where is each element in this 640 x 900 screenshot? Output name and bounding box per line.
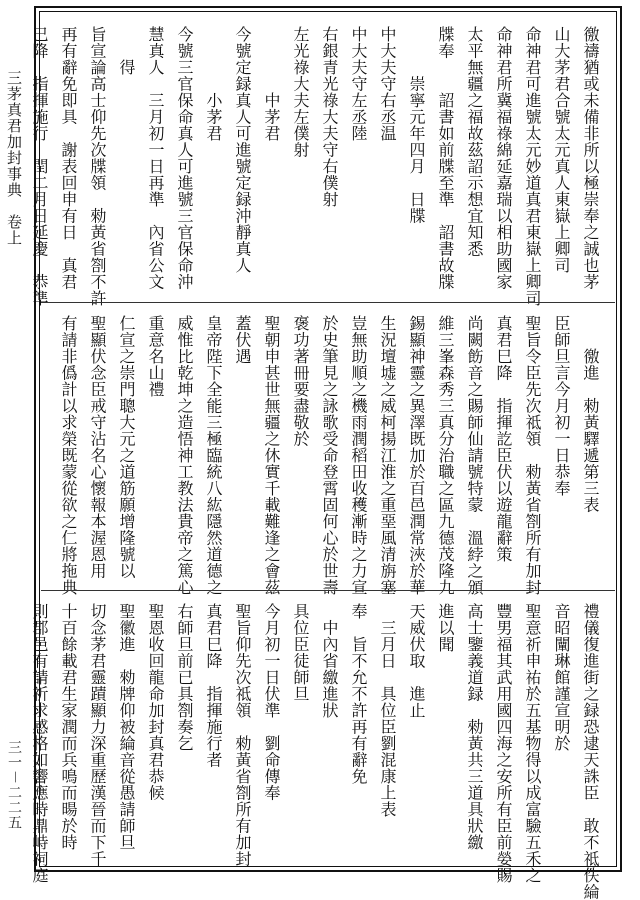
text-column: 豈無助順之機雨潤稻田收穫漸時之力宣 xyxy=(349,315,368,596)
text-column: 錫顯神靈之異澤既加於百邑潤常浹於華 xyxy=(407,315,426,596)
text-column: 臣師旦言今月初一日恭奉 xyxy=(552,315,571,497)
text-column: 奉 旨不允不許再有辭免 xyxy=(349,603,368,785)
text-column: 旨宣論高士仰先次牒領 勑黃省劄不許 xyxy=(88,26,107,307)
text-column: 維三峯森秀三真分治職之區九德茂隆九 xyxy=(436,315,455,596)
text-panel-bottom xyxy=(30,590,615,900)
text-column: 中大夫守左丞陸 xyxy=(349,26,368,142)
text-column: 豐男福其武用國四海之安所有臣前嫈賜 xyxy=(494,603,513,884)
text-panel-top xyxy=(30,14,615,307)
text-column: 仁宣之崇門聰大元之道筋願增隆號以 xyxy=(117,315,136,579)
text-column: 聖意祈申祐於五基物得以成富驗五禾之 xyxy=(523,603,542,884)
text-column: 今號定録真人可進號定録沖靜真人 xyxy=(233,26,252,274)
text-column: 太平無疆之福故茲詔示想宜知悉 xyxy=(465,26,484,257)
text-column: 禮儀復進街之録恐逮天誅臣 敢不祗佚綸 xyxy=(581,603,600,900)
text-column: 崇寧元年四月 日牒 xyxy=(407,26,426,224)
text-column: 尚闕飭音之賜師仙請號特蒙 溫綍之頒 xyxy=(465,315,484,596)
text-column: 蓋伏遇 xyxy=(233,315,252,365)
text-column: 聖徽進 勑牌仰被綸音從愚請師旦 xyxy=(117,603,136,851)
text-column: 真君巳降 指揮訖臣伏以遊龍辭策 xyxy=(494,315,513,563)
text-column: 於史筆見之詠歌受命登霄固何心於世壽 xyxy=(320,315,339,596)
text-column: 慧真人 三月初一日再準 內省公文 xyxy=(146,26,165,290)
text-column: 有請非僞計以求榮既蒙從欲之仁將拖典 xyxy=(59,315,78,596)
text-column: 右銀青光祿大夫守右僕射 xyxy=(320,26,339,208)
text-panel-middle xyxy=(41,302,615,596)
text-column: 命神君可進號太元妙道真君東嶽上卿司 xyxy=(523,26,542,307)
text-column: 天威伏取 進止 xyxy=(407,603,426,719)
text-column: 今月初一日伏準 劉命傳奉 xyxy=(262,603,281,801)
text-column: 高士鑒義道録 勑黃共三道具狀繳 xyxy=(465,603,484,851)
text-column: 真君巳降 指揮施行者 xyxy=(204,603,223,768)
text-column: 進以聞 xyxy=(436,603,455,653)
text-column: 具位臣徒師旦 xyxy=(291,603,310,702)
text-column: 命神君所冀福祿綿延嘉瑞以相助國家 xyxy=(494,26,513,290)
text-column: 聖旨令臣先次祗領 勑黃省劄所有加封 xyxy=(523,315,542,596)
text-column: 徼禱猶或未備非所以極崇奉之誠也茅 xyxy=(581,26,600,290)
text-column: 聖恩收回龍命加封真君恭候 xyxy=(146,603,165,801)
text-column: 巳降 指揮施行 閏二月日延慶 恭準 xyxy=(30,26,49,307)
page-frame xyxy=(30,6,622,900)
text-column: 聖旨仰先次祗領 勑黃省劄所有加封 xyxy=(233,603,252,867)
margin-book-title: 三茅真君加封事典 卷上 xyxy=(5,70,23,246)
margin-page-number: 三一－二二五 xyxy=(6,740,22,830)
text-column: 十百餘載君生家潤而兵鳴而暘於時 xyxy=(59,603,78,851)
text-column: 右師旦前已具劄奏乞 xyxy=(175,603,194,752)
text-column: 中茅君 xyxy=(262,26,281,142)
text-column: 則郡邑有請祈求感格如響應時鼎峙祠庭 xyxy=(30,603,49,884)
text-column: 音昭闡琳館謹宣明於 xyxy=(552,603,571,752)
text-column: 褒功著冊要盡敬於 xyxy=(291,315,310,447)
text-column: 三月日 具位臣劉混康上表 xyxy=(378,603,397,818)
text-column: 今號三官保命真人可進號三官保命沖 xyxy=(175,26,194,290)
text-column: 生況壇墟之威柯揚江淮之重堊風清旃塞 xyxy=(378,315,397,596)
text-column: 得 xyxy=(117,26,136,76)
text-column: 再有辭免即具 謝表回申有日 真君 xyxy=(59,26,78,290)
text-column: 牒奉 詔書如前牒至準 詔書故牒 xyxy=(436,26,455,290)
text-column: 聖顯伏念臣戒守沾名心懷報本渥恩用 xyxy=(88,315,107,579)
text-column: 中內省繳進狀 xyxy=(320,603,339,719)
text-column: 切念茅君靈蹟顯力深重歷漢晉而下千 xyxy=(88,603,107,867)
text-column: 中大夫守右丞温 xyxy=(378,26,397,142)
text-column: 山大茅君合號太元真人東嶽上卿司 xyxy=(552,26,571,274)
text-column: 皇帝陛下全能三極臨統八紘隱然道德之 xyxy=(204,315,223,596)
text-column: 威惟比乾坤之造悟神工教法貴帝之篤心 xyxy=(175,315,194,596)
text-column: 聖朝申甚世無疆之休實千載難逢之會茲 xyxy=(262,315,281,596)
text-column: 徼進 勑黃驛遞第三表 xyxy=(581,315,600,513)
text-column: 小茅君 xyxy=(204,26,223,142)
text-column: 左光祿大夫左僕射 xyxy=(291,26,310,158)
text-column: 重意名山禮 xyxy=(146,315,165,398)
